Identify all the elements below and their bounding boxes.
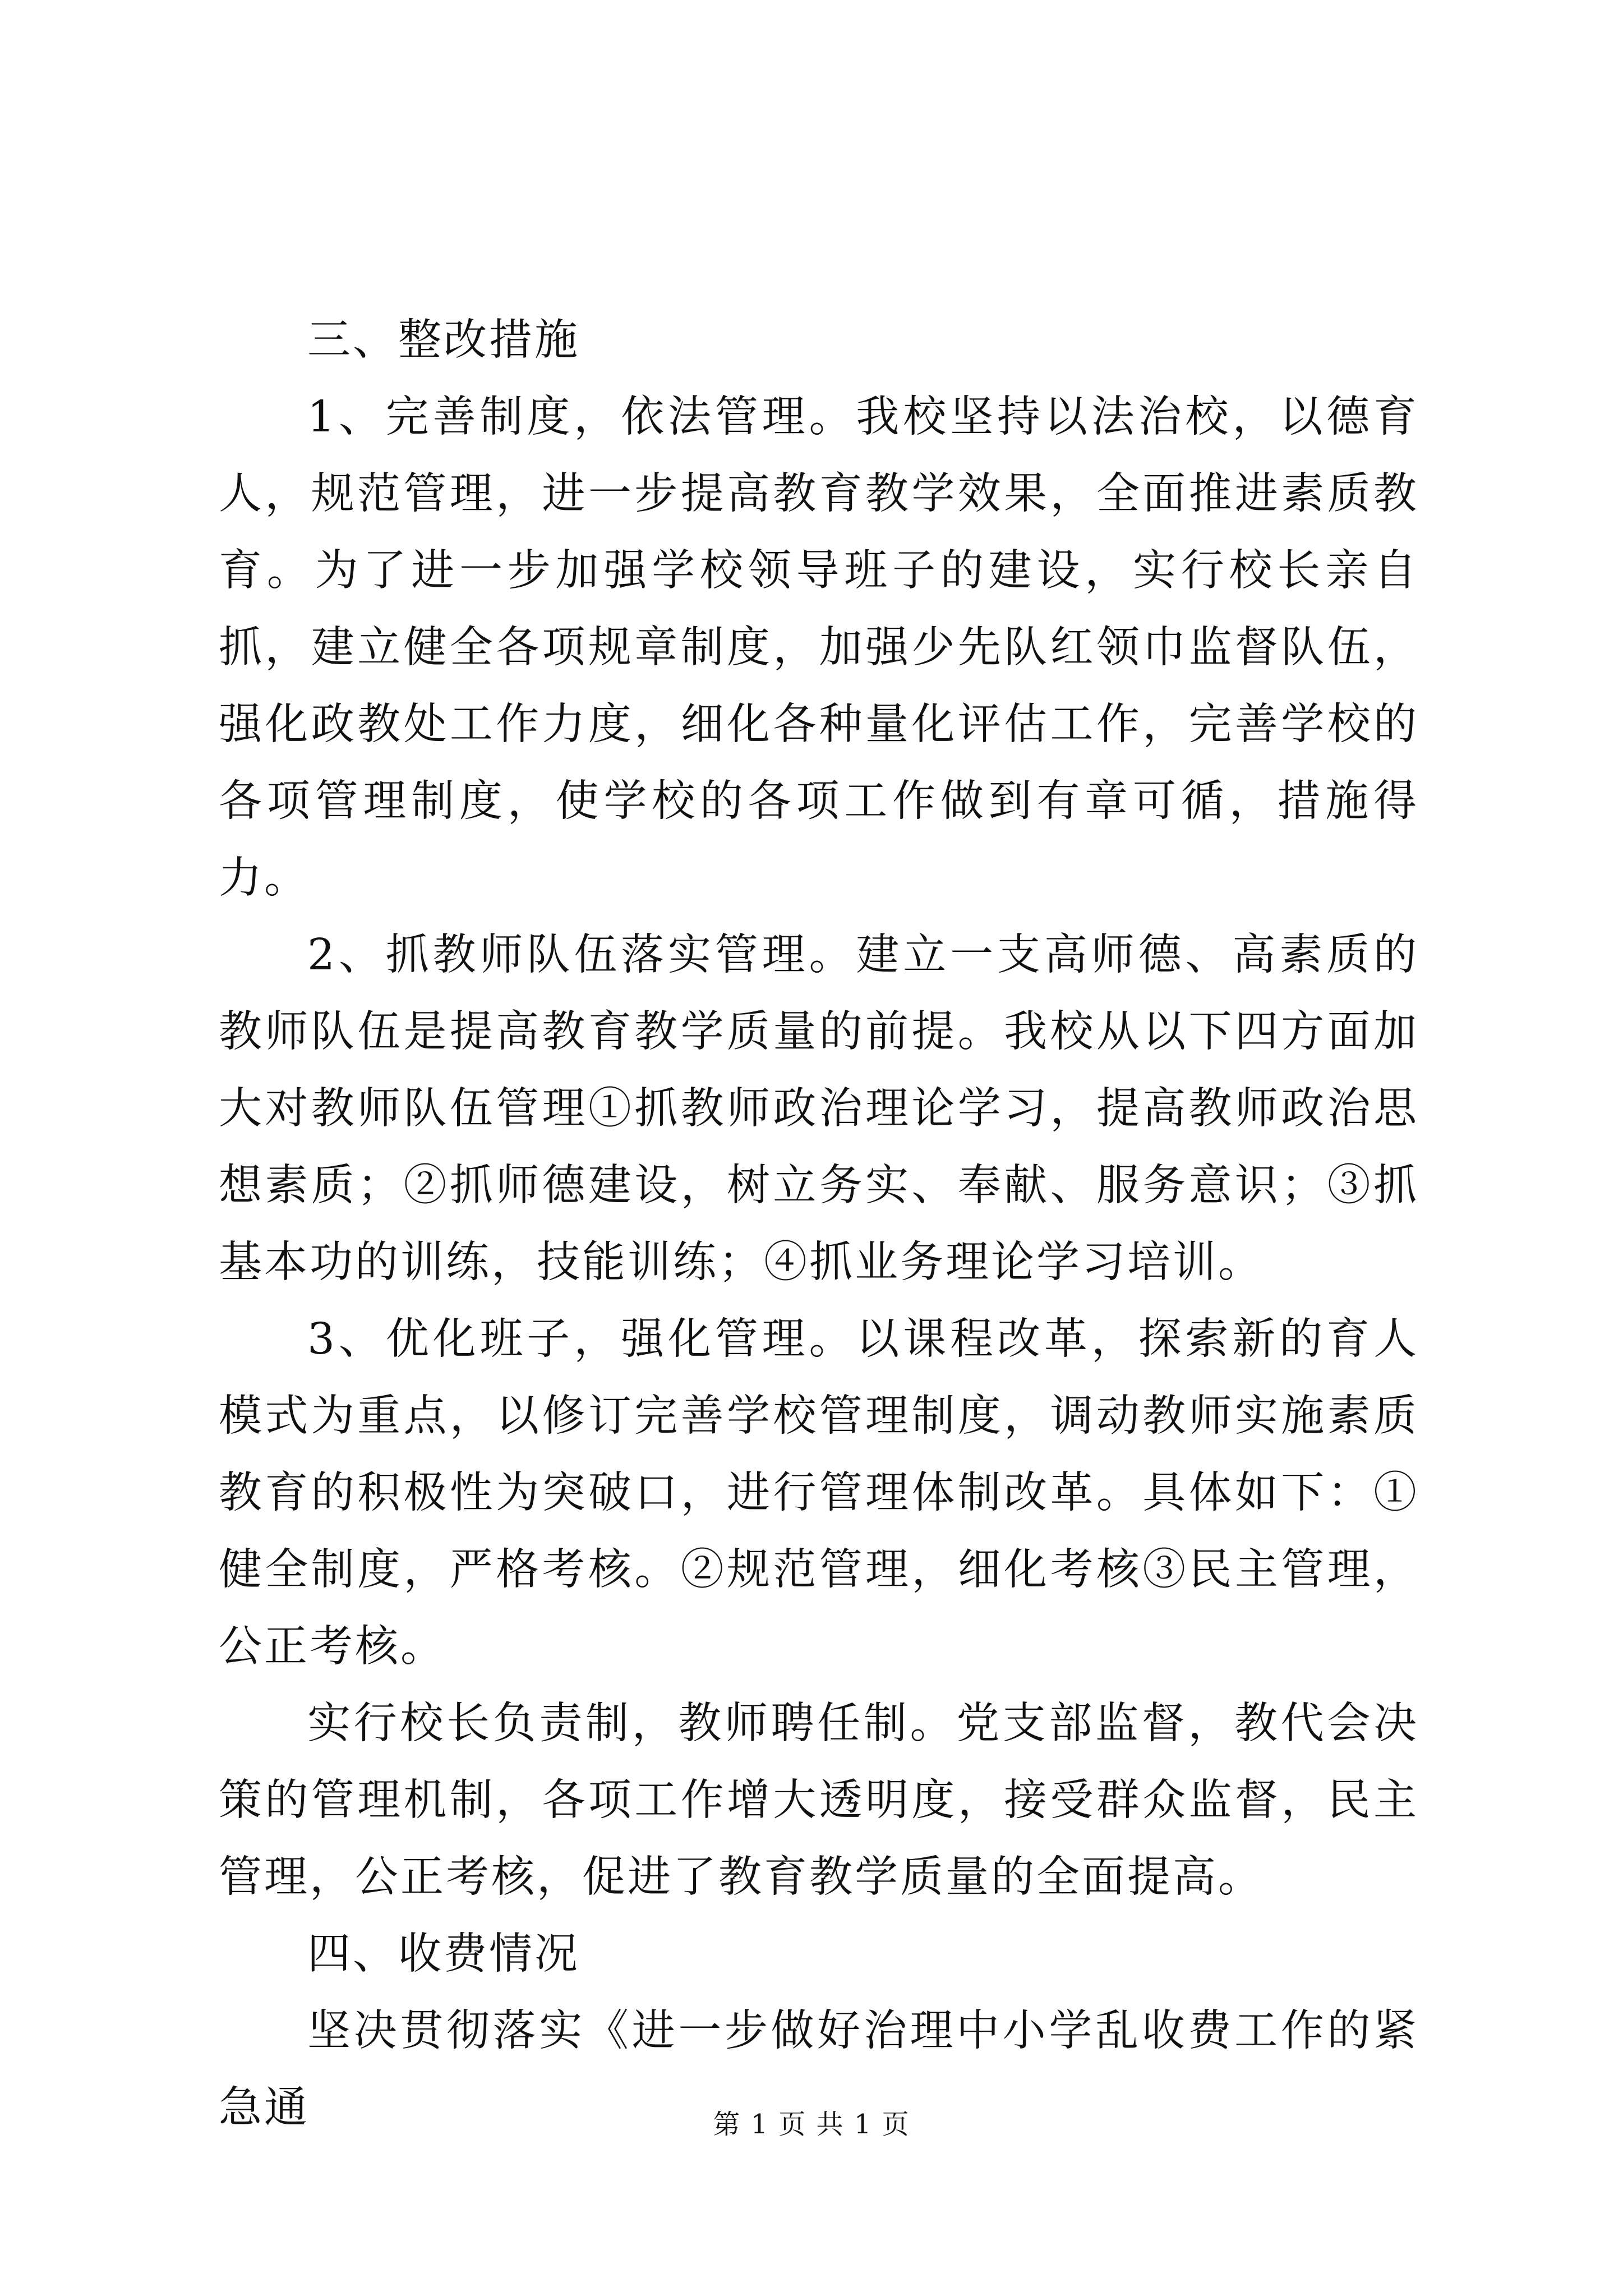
page-footer: 第 1 页 共 1 页 <box>713 2109 910 2140</box>
paragraph-item-3: 3、优化班子，强化管理。以课程改革，探索新的育人模式为重点，以修订完善学校管理制度，调动教师实施素质教育的积极性为突破口，进行管理体制改革。具体如下：①健全制度，严格考核。②规范管理，细化考核③民主管理，公正考核。 <box>219 1314 1419 1672</box>
paragraph-principal-responsibility: 实行校长负责制，教师聘任制。党支部监督，教代会决策的管理机制，各项工作增大透明度，接受群众监督，民主管理，公正考核，促进了教育教学质量的全面提高。 <box>219 1699 1419 1902</box>
section-heading-fees: 四、收费情况 <box>307 1929 580 1979</box>
document-body <box>219 302 1419 2146</box>
section-heading-rectification: 三、整改措施 <box>307 315 580 365</box>
paragraph-fees: 坚决贯彻落实《进一步做好治理中小学乱收费工作的紧急通 <box>219 2006 1419 2133</box>
paragraph-item-2: 2、抓教师队伍落实管理。建立一支高师德、高素质的教师队伍是提高教育教学质量的前提。我校从以下四方面加大对教师队伍管理①抓教师政治理论学习，提高教师政治思想素质；②抓师德建设，树立务实、奉献、服务意识；③抓基本功的训练，技能训练；④抓业务理论学习培训。 <box>219 930 1419 1287</box>
paragraph-item-1: 1、完善制度，依法管理。我校坚持以法治校，以德育人，规范管理，进一步提高教育教学效果，全面推进素质教育。为了进一步加强学校领导班子的建设，实行校长亲自抓，建立健全各项规章制度，加强少先队红领巾监督队伍，强化政教处工作力度，细化各种量化评估工作，完善学校的各项管理制度，使学校的各项工作做到有章可循，措施得力。 <box>219 392 1419 903</box>
